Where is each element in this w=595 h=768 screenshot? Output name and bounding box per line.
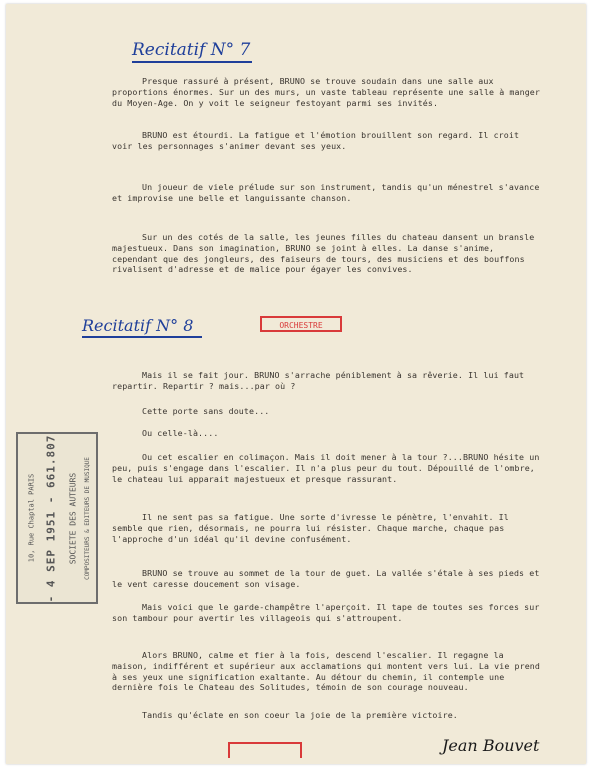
paragraph: Mais voici que le garde-champêtre l'aperçoit. Il tape de toutes ses forces sur son tambour pour avertir les villageois qui s'attroupent. [112, 602, 540, 623]
stamp-line: - 4 SEP 1951 - 661.807 [44, 434, 58, 602]
paragraph: Un joueur de viele prélude sur son instrument, tandis qu'un ménestrel s'avance et improvise une belle et languissante chanson. [112, 182, 540, 203]
heading-recitatif-7 [132, 40, 252, 63]
stamp-line: COMPOSITEURS & EDITEURS DE MUSIQUE [83, 456, 91, 580]
paragraph: Ou celle-là.... [142, 428, 219, 438]
stamp-line: SOCIETE DES AUTEURS [68, 472, 78, 564]
heading-recitatif-7-text: Recitatif N° 7 [132, 40, 251, 60]
paragraph: Ou cet escalier en colimaçon. Mais il doit mener à la tour ?...BRUNO hésite un peu, puis s'engage dans l'escalier. Il n'a plus peur du tout. Dépouillé de l'ombre, le chateau lui apparait majestueux et presque rassurant. [112, 452, 540, 484]
signature: Jean Bouvet [442, 736, 540, 755]
heading-underline [82, 336, 202, 338]
paragraph: Tandis qu'éclate en son coeur la joie de la première victoire. [142, 710, 458, 720]
paragraph: Mais il se fait jour. BRUNO s'arrache péniblement à sa rêverie. Il lui faut repartir. Repartir ? mais...par où ? [112, 370, 525, 391]
sacem-stamp [16, 432, 98, 604]
paragraph: Presque rassuré à présent, BRUNO se trouve soudain dans une salle aux proportions énormes. Sur un des murs, un vaste tableau représente une salle à manger du Moyen-Age. On y voit le seigneur festoyant parmi ses invités. [112, 76, 540, 108]
stamp-line: 10, Rue Chaptal PARIS [27, 473, 36, 563]
heading-recitatif-8 [82, 316, 202, 338]
paragraph: BRUNO est étourdi. La fatigue et l'émotion brouillent son regard. Il croit voir les personnages s'animer devant ses yeux. [112, 130, 520, 151]
paragraph: Cette porte sans doute... [142, 406, 270, 416]
heading-recitatif-8-text: Recitatif N° 8 [82, 316, 194, 335]
heading-underline [132, 61, 252, 63]
paragraph: BRUNO se trouve au sommet de la tour de guet. La vallée s'étale à ses pieds et le vent caresse doucement son visage. [112, 568, 540, 589]
paragraph: Il ne sent pas sa fatigue. Une sorte d'ivresse le pénètre, l'envahit. Il semble que rien, désormais, ne pourra lui résister. Chaque marche, chaque pas l'approche d'un idéal qu'il devine confusément. [112, 512, 509, 544]
orchestre-stamp: ORCHESTRE [260, 316, 342, 332]
paragraph: Alors BRUNO, calme et fier à la fois, descend l'escalier. Il regagne la maison, indifférent et supérieur aux acclamations qui montent vers lui. La vie prend à ses yeux une signification exaltante. Au détour du chemin, il contemple une dernière fois le Chateau des Solitudes, témoin de son courage nouveau. [112, 650, 540, 693]
orchestre-stamp-bottom [228, 742, 302, 758]
document-page [6, 4, 586, 764]
paragraph: Sur un des cotés de la salle, les jeunes filles du chateau dansent un bransle majestueux. Dans son imagination, BRUNO se joint à elles. La danse s'anime, cependant que des jongleurs, des faiseurs de tours, des musiciens et des bouffons rivalisent d'adresse et de malice pour égayer les convives. [112, 232, 535, 275]
